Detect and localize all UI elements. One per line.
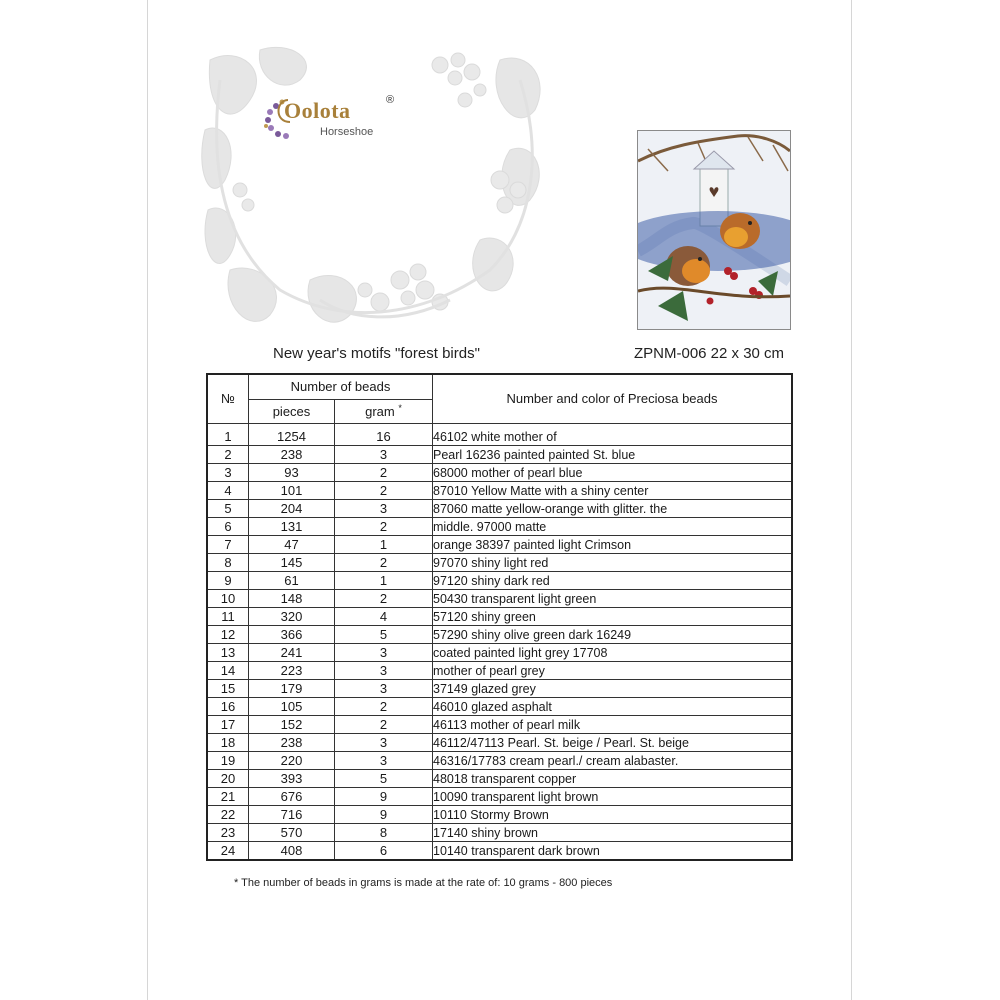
- table-row: [207, 824, 792, 842]
- row-number: 1: [207, 424, 249, 446]
- row-description: Pearl 16236 painted painted St. blue: [433, 446, 793, 464]
- registered-mark: ®: [386, 94, 395, 106]
- row-pieces: 223: [249, 662, 335, 680]
- table-row: [207, 752, 792, 770]
- row-pieces: 204: [249, 500, 335, 518]
- row-number: 3: [207, 464, 249, 482]
- row-pieces: 676: [249, 788, 335, 806]
- column-header-number: №: [207, 374, 249, 424]
- row-description: middle. 97000 matte: [433, 518, 793, 536]
- birds-picture: [638, 131, 790, 329]
- row-gram: 2: [335, 590, 433, 608]
- row-pieces: 366: [249, 626, 335, 644]
- row-pieces: 716: [249, 806, 335, 824]
- row-description: 68000 mother of pearl blue: [433, 464, 793, 482]
- row-number: 13: [207, 644, 249, 662]
- table-row: [207, 536, 792, 554]
- row-gram: 2: [335, 482, 433, 500]
- row-description: 57120 shiny green: [433, 608, 793, 626]
- row-pieces: 93: [249, 464, 335, 482]
- table-row: [207, 572, 792, 590]
- row-description: 46010 glazed asphalt: [433, 698, 793, 716]
- row-pieces: 238: [249, 446, 335, 464]
- row-pieces: 1254: [249, 424, 335, 446]
- row-pieces: 105: [249, 698, 335, 716]
- row-pieces: 393: [249, 770, 335, 788]
- row-pieces: 220: [249, 752, 335, 770]
- row-pieces: 570: [249, 824, 335, 842]
- row-number: 9: [207, 572, 249, 590]
- row-pieces: 152: [249, 716, 335, 734]
- row-pieces: 101: [249, 482, 335, 500]
- row-number: 12: [207, 626, 249, 644]
- row-gram: 4: [335, 608, 433, 626]
- row-gram: 6: [335, 842, 433, 861]
- beads-table-body: [207, 424, 792, 861]
- table-row: [207, 626, 792, 644]
- row-number: 23: [207, 824, 249, 842]
- row-gram: 3: [335, 500, 433, 518]
- pattern-preview-image: [637, 130, 791, 330]
- beads-table: [206, 373, 793, 861]
- row-pieces: 408: [249, 842, 335, 861]
- table-row: [207, 842, 792, 861]
- row-description: 46102 white mother of: [433, 424, 793, 446]
- row-description: coated painted light grey 17708: [433, 644, 793, 662]
- row-gram: 5: [335, 770, 433, 788]
- row-number: 2: [207, 446, 249, 464]
- table-row: [207, 644, 792, 662]
- row-gram: 2: [335, 698, 433, 716]
- row-gram: 3: [335, 446, 433, 464]
- gram-label: gram: [365, 403, 395, 419]
- row-number: 7: [207, 536, 249, 554]
- row-gram: 2: [335, 464, 433, 482]
- table-row: [207, 680, 792, 698]
- row-description: 46112/47113 Pearl. St. beige / Pearl. St. beige: [433, 734, 793, 752]
- row-number: 15: [207, 680, 249, 698]
- row-number: 10: [207, 590, 249, 608]
- row-gram: 3: [335, 734, 433, 752]
- column-header-group: Number of beads: [249, 374, 433, 400]
- row-gram: 9: [335, 788, 433, 806]
- table-row: [207, 482, 792, 500]
- row-description: 97070 shiny light red: [433, 554, 793, 572]
- row-description: 50430 transparent light green: [433, 590, 793, 608]
- table-row: [207, 464, 792, 482]
- row-description: 87010 Yellow Matte with a shiny center: [433, 482, 793, 500]
- floral-ornament: [200, 40, 550, 330]
- row-description: 48018 transparent copper: [433, 770, 793, 788]
- row-number: 18: [207, 734, 249, 752]
- table-row: [207, 608, 792, 626]
- row-gram: 9: [335, 806, 433, 824]
- row-gram: 1: [335, 536, 433, 554]
- row-number: 16: [207, 698, 249, 716]
- row-number: 5: [207, 500, 249, 518]
- row-gram: 3: [335, 644, 433, 662]
- footnote: * The number of beads in grams is made at the rate of: 10 grams - 800 pieces: [234, 877, 613, 889]
- row-number: 19: [207, 752, 249, 770]
- table-row: [207, 446, 792, 464]
- table-row: [207, 698, 792, 716]
- row-description: orange 38397 painted light Crimson: [433, 536, 793, 554]
- row-gram: 8: [335, 824, 433, 842]
- logo-brand-text: Oolota: [284, 98, 351, 123]
- table-row: [207, 518, 792, 536]
- row-description: 87060 matte yellow-orange with glitter. the: [433, 500, 793, 518]
- row-number: 6: [207, 518, 249, 536]
- row-number: 11: [207, 608, 249, 626]
- table-row: [207, 788, 792, 806]
- row-gram: 2: [335, 554, 433, 572]
- table-row: [207, 500, 792, 518]
- row-pieces: 320: [249, 608, 335, 626]
- row-gram: 16: [335, 424, 433, 446]
- pattern-code: ZPNM-006 22 x 30 cm: [634, 345, 785, 362]
- row-number: 14: [207, 662, 249, 680]
- table-row: [207, 716, 792, 734]
- pattern-title: New year's motifs "forest birds": [273, 345, 480, 362]
- row-description: 57290 shiny olive green dark 16249: [433, 626, 793, 644]
- row-pieces: 238: [249, 734, 335, 752]
- table-row: [207, 806, 792, 824]
- table-row: [207, 590, 792, 608]
- row-description: 46113 mother of pearl milk: [433, 716, 793, 734]
- row-description: mother of pearl grey: [433, 662, 793, 680]
- row-pieces: 241: [249, 644, 335, 662]
- row-description: 37149 glazed grey: [433, 680, 793, 698]
- table-row: [207, 770, 792, 788]
- row-number: 8: [207, 554, 249, 572]
- row-pieces: 145: [249, 554, 335, 572]
- brand-logo: [262, 90, 402, 145]
- row-description: 97120 shiny dark red: [433, 572, 793, 590]
- row-gram: 5: [335, 626, 433, 644]
- row-pieces: 179: [249, 680, 335, 698]
- row-gram: 3: [335, 662, 433, 680]
- row-description: 10140 transparent dark brown: [433, 842, 793, 861]
- row-gram: 3: [335, 680, 433, 698]
- row-gram: 2: [335, 518, 433, 536]
- row-number: 4: [207, 482, 249, 500]
- row-number: 17: [207, 716, 249, 734]
- column-header-gram: [335, 400, 433, 424]
- row-description: 10090 transparent light brown: [433, 788, 793, 806]
- row-number: 20: [207, 770, 249, 788]
- logo-subtitle: Horseshoe: [320, 126, 374, 138]
- row-gram: 2: [335, 716, 433, 734]
- column-header-pieces: pieces: [249, 400, 335, 424]
- row-gram: 3: [335, 752, 433, 770]
- row-description: 10110 Stormy Brown: [433, 806, 793, 824]
- row-pieces: 131: [249, 518, 335, 536]
- row-pieces: 47: [249, 536, 335, 554]
- table-row: [207, 662, 792, 680]
- table-row: [207, 734, 792, 752]
- row-description: 17140 shiny brown: [433, 824, 793, 842]
- gram-footnote-mark: *: [398, 402, 402, 413]
- row-number: 21: [207, 788, 249, 806]
- row-number: 24: [207, 842, 249, 861]
- row-pieces: 61: [249, 572, 335, 590]
- column-header-description: Number and color of Preciosa beads: [433, 374, 793, 424]
- table-row: [207, 424, 792, 446]
- table-row: [207, 554, 792, 572]
- row-description: 46316/17783 cream pearl./ cream alabaster.: [433, 752, 793, 770]
- row-pieces: 148: [249, 590, 335, 608]
- row-gram: 1: [335, 572, 433, 590]
- row-number: 22: [207, 806, 249, 824]
